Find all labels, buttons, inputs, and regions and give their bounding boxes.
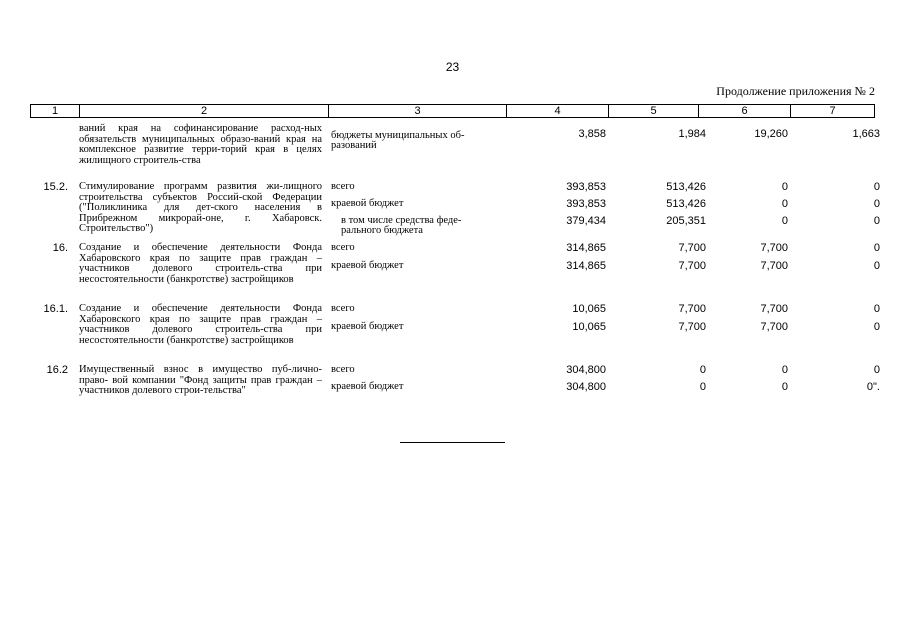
value-col5: 7,700 [678,260,706,272]
value-col7: 0 [873,215,880,227]
value-col5: 0 [699,381,706,393]
value-col5: 205,351 [666,215,706,227]
value-col5: 7,700 [678,321,706,333]
value-col5: 513,426 [666,198,706,210]
value-col6: 7,700 [760,242,788,254]
value-col6: 0 [781,181,788,193]
header-cell: 3 [329,105,507,117]
funding-source: всего [331,181,355,192]
value-col4: 10,065 [572,321,606,333]
value-col4: 379,434 [566,215,606,227]
row-number: 16. [52,242,68,254]
value-col6: 19,260 [754,128,788,140]
value-col5: 513,426 [666,181,706,193]
value-col6: 0 [781,364,788,376]
value-col6: 7,700 [760,260,788,272]
value-col7: 1,663 [852,128,880,140]
value-col4: 304,800 [566,381,606,393]
table-row [30,364,880,414]
table-row [30,303,880,361]
row-description: Создание и обеспечение деятельности Фонда Хабаровского края по защите прав граждан – участников долевого строитель-ства при несостоятельности (банкротстве) застройщиков [79,242,322,285]
value-col7: 0 [873,321,880,333]
value-col4: 314,865 [566,242,606,254]
value-col6: 0 [781,215,788,227]
funding-source: всего [331,364,355,375]
value-col4: 3,858 [578,128,606,140]
value-col5: 7,700 [678,303,706,315]
funding-source: краевой бюджет [331,260,404,271]
value-col4: 393,853 [566,181,606,193]
continuation-label: Продолжение приложения № 2 [716,84,875,98]
value-col6: 7,700 [760,303,788,315]
value-col7: 0 [873,181,880,193]
value-col7: 0 [873,198,880,210]
table-header-row [30,104,875,118]
funding-source: всего [331,303,355,314]
funding-source: краевой бюджет [331,321,404,332]
header-cell: 6 [699,105,791,117]
value-col5: 0 [699,364,706,376]
value-col6: 0 [781,381,788,393]
row-description: Стимулирование программ развития жи-лищного строительства субъектов Россий-ской Федерации ("Поликлиника для дет-ского населения в Прибрежном микрорай-оне, г. Хабаровск. Строительство") [79,181,322,234]
value-col7: 0 [873,242,880,254]
table-row [30,181,880,239]
value-col4: 10,065 [572,303,606,315]
row-number: 16.2 [46,364,68,376]
header-cell: 1 [31,105,80,117]
value-col7: 0 [873,260,880,272]
funding-source: краевой бюджет [331,381,404,392]
value-col5: 1,984 [678,128,706,140]
value-col7: 0". [866,381,880,393]
header-cell: 7 [829,105,836,117]
header-cell: 4 [507,105,609,117]
row-number: 15.2. [43,181,68,193]
funding-source: всего [331,242,355,253]
value-col7: 0 [873,364,880,376]
row-number: 16.1. [43,303,68,315]
value-col4: 304,800 [566,364,606,376]
table-row [30,123,880,178]
value-col5: 7,700 [678,242,706,254]
funding-source: в том числе средства феде-рального бюджета [341,215,462,236]
row-description: ваний края на софинансирование расход-ных обязательств муниципальных образо-ваний края на комплексное развитие терри-торий края в целях жилищного строитель-ства [79,123,322,166]
header-cell: 5 [609,105,699,117]
end-of-document-line [400,442,505,443]
row-description: Имущественный взнос в имущество пуб-лично-право- вой компании "Фонд защиты прав граждан – участников долевого строи-тельства" [79,364,322,396]
value-col4: 393,853 [566,198,606,210]
row-description: Создание и обеспечение деятельности Фонда Хабаровского края по защите прав граждан – участников долевого строитель-ства при несостоятельности (банкротстве) застройщиков [79,303,322,346]
funding-source: краевой бюджет [331,198,404,209]
value-col6: 0 [781,198,788,210]
page-number: 23 [445,60,460,74]
value-col6: 7,700 [760,321,788,333]
header-cell: 2 [80,105,329,117]
table-row [30,242,880,300]
value-col7: 0 [873,303,880,315]
value-col4: 314,865 [566,260,606,272]
funding-source: бюджеты муниципальных об-разований [331,130,465,151]
